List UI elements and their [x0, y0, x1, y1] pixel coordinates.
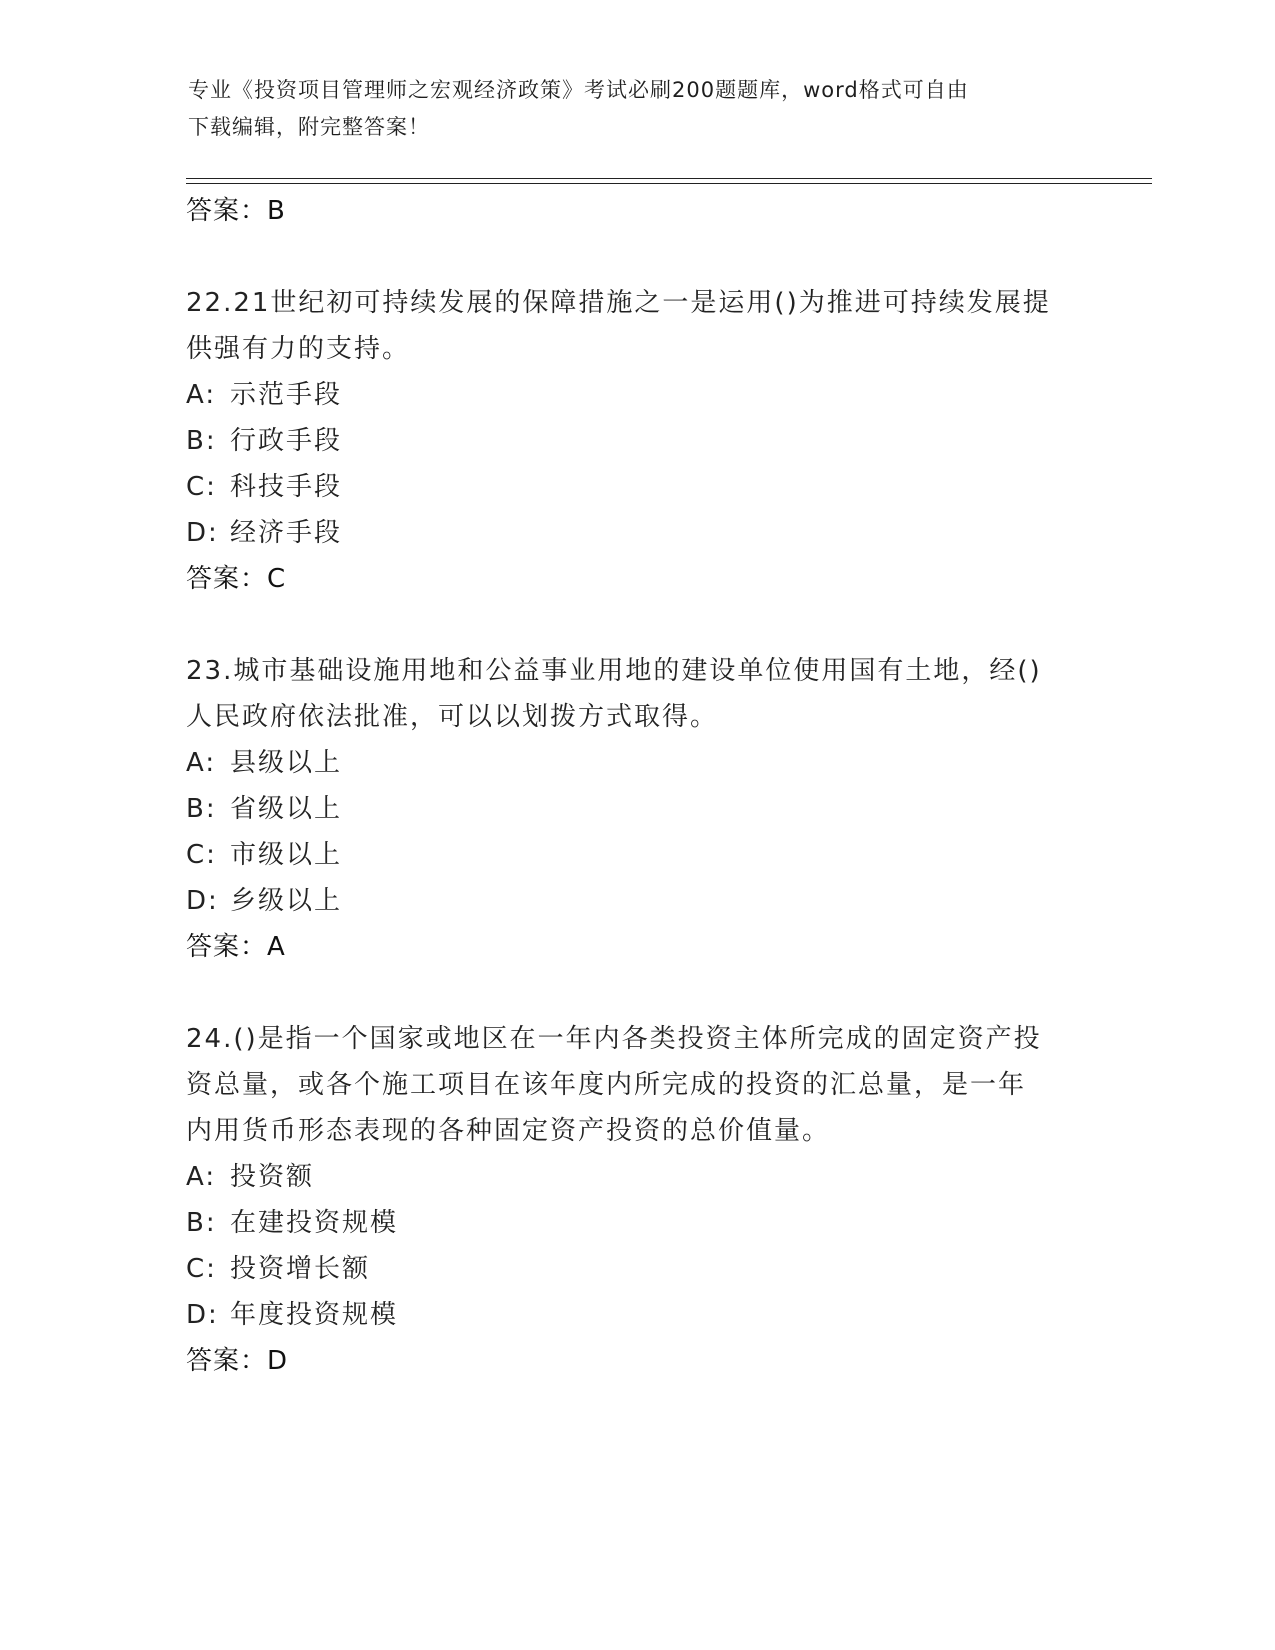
header-line-1: 专业《投资项目管理师之宏观经济政策》考试必刷200题题库，word格式可自由: [188, 78, 969, 102]
option-text: 行政手段: [230, 426, 343, 456]
option-text: 在建投资规模: [230, 1208, 399, 1238]
option-d: [186, 1292, 1086, 1338]
option-text: 市级以上: [230, 840, 343, 870]
question-block: [186, 1016, 1086, 1384]
option-d: [186, 878, 1086, 924]
option-letter: D:: [186, 1300, 219, 1330]
option-letter: A:: [186, 1162, 217, 1192]
answer-line: 答案：D: [186, 1346, 289, 1376]
question-block: [186, 280, 1086, 602]
option-letter: D:: [186, 518, 219, 548]
question-line: 供强有力的支持。: [186, 334, 411, 364]
answer-line: 答案：C: [186, 564, 287, 594]
option-a: [186, 372, 1086, 418]
option-a: [186, 740, 1086, 786]
option-a: [186, 1154, 1086, 1200]
question-line: 人民政府依法批准，可以以划拨方式取得。: [186, 702, 719, 732]
question-text: [186, 280, 1086, 372]
option-text: 投资增长额: [230, 1254, 371, 1284]
option-c: [186, 832, 1086, 878]
option-letter: C:: [186, 1254, 217, 1284]
option-text: 乡级以上: [230, 886, 343, 916]
option-text: 示范手段: [230, 380, 343, 410]
document-header: [188, 72, 1068, 146]
question-text: [186, 648, 1086, 740]
question-list: [186, 188, 1086, 1384]
option-b: [186, 418, 1086, 464]
question-line: 24.()是指一个国家或地区在一年内各类投资主体所完成的固定资产投: [186, 1024, 1042, 1054]
question-line: 23.城市基础设施用地和公益事业用地的建设单位使用国有土地，经(): [186, 656, 1042, 686]
option-b: [186, 786, 1086, 832]
question-line: 内用货币形态表现的各种固定资产投资的总价值量。: [186, 1116, 831, 1146]
header-divider-top: [186, 178, 1152, 179]
option-c: [186, 1246, 1086, 1292]
option-c: [186, 464, 1086, 510]
previous-answer: 答案：B: [186, 196, 286, 226]
option-text: 省级以上: [230, 794, 343, 824]
header-divider-bottom: [186, 183, 1152, 184]
option-text: 科技手段: [230, 472, 343, 502]
option-letter: A:: [186, 380, 217, 410]
option-letter: C:: [186, 472, 217, 502]
option-text: 经济手段: [230, 518, 343, 548]
option-b: [186, 1200, 1086, 1246]
option-text: 年度投资规模: [230, 1300, 399, 1330]
option-letter: C:: [186, 840, 217, 870]
option-letter: D:: [186, 886, 219, 916]
answer-line: 答案：A: [186, 932, 286, 962]
option-letter: A:: [186, 748, 217, 778]
option-letter: B:: [186, 1208, 217, 1238]
option-text: 县级以上: [230, 748, 343, 778]
option-text: 投资额: [230, 1162, 315, 1192]
option-letter: B:: [186, 426, 217, 456]
question-text: [186, 1016, 1086, 1154]
header-line-2: 下载编辑，附完整答案！: [188, 115, 430, 139]
question-block: [186, 648, 1086, 970]
option-d: [186, 510, 1086, 556]
option-letter: B:: [186, 794, 217, 824]
question-line: 资总量，或各个施工项目在该年度内所完成的投资的汇总量，是一年: [186, 1070, 1027, 1100]
question-line: 22.21世纪初可持续发展的保障措施之一是运用()为推进可持续发展提: [186, 288, 1051, 318]
